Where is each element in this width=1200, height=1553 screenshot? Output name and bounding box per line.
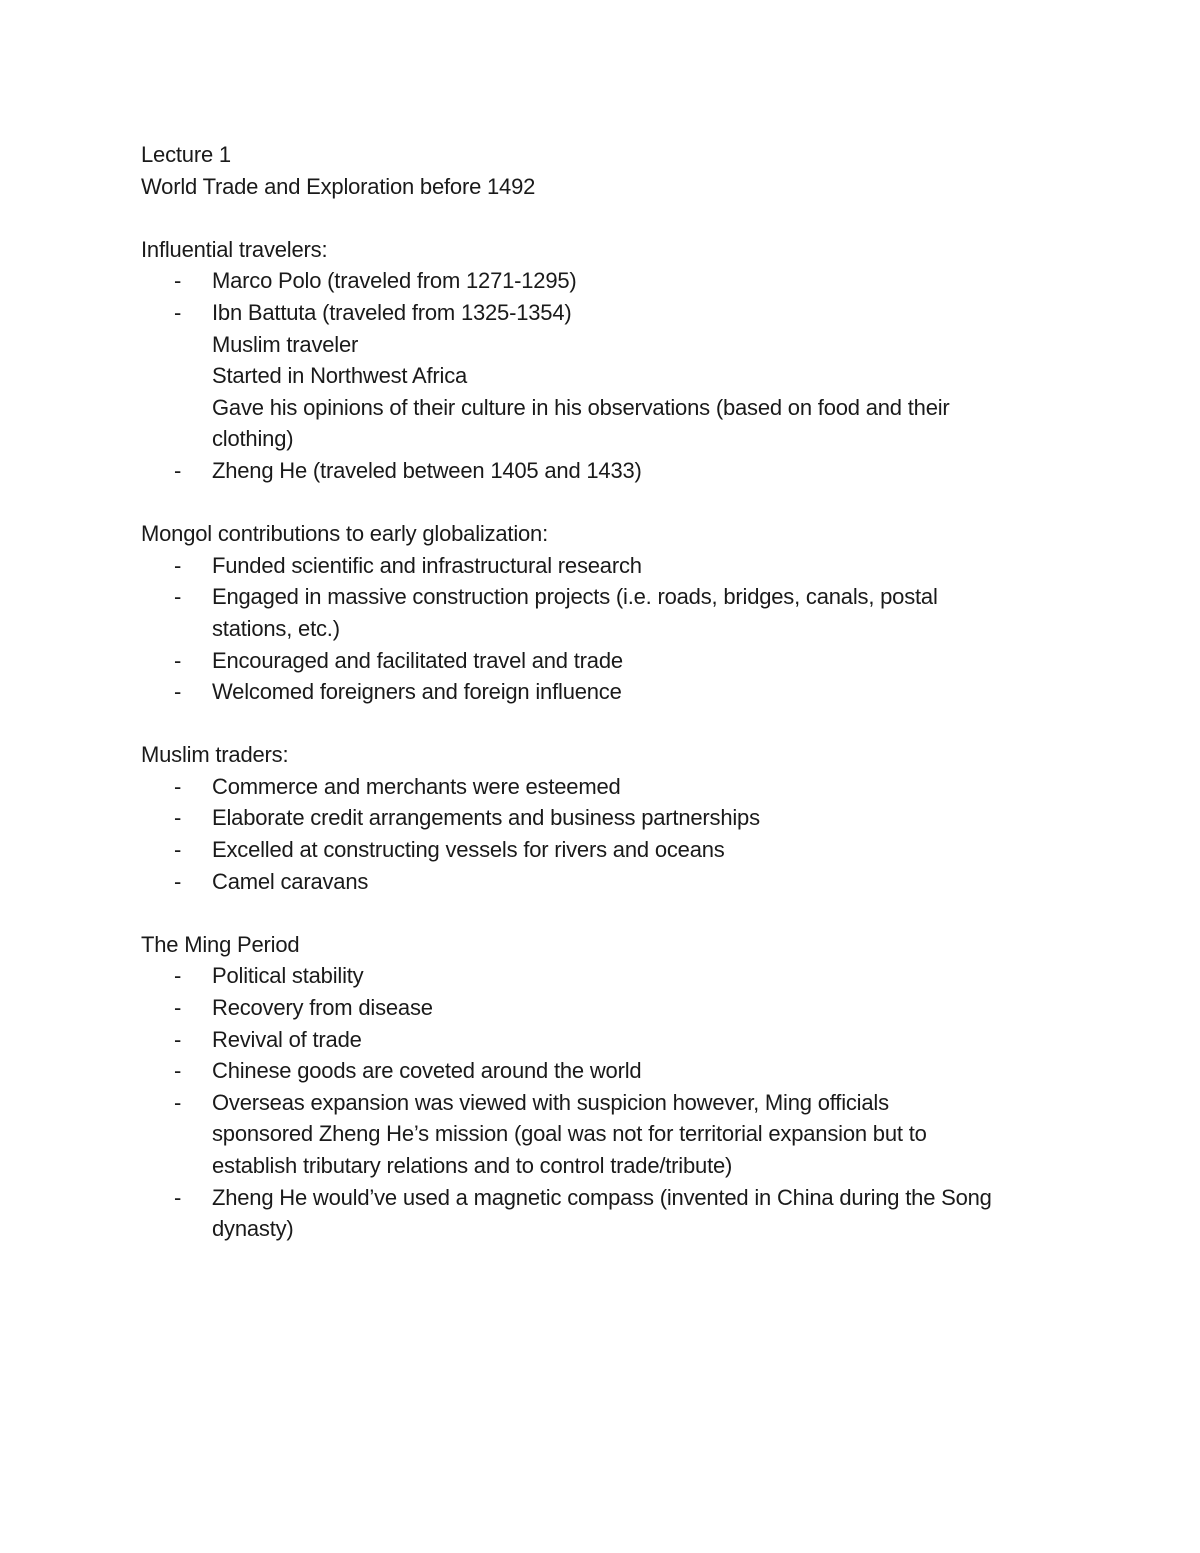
list-item bbox=[141, 1024, 1081, 1056]
list-item bbox=[141, 834, 1081, 866]
list-item-text: Excelled at constructing vessels for rivers and oceans bbox=[212, 837, 725, 863]
bullet-dash: - bbox=[174, 1184, 182, 1210]
section-influential-travelers bbox=[141, 234, 1081, 487]
list-item bbox=[141, 297, 1081, 329]
list-item-text: Zheng He (traveled between 1405 and 1433) bbox=[212, 457, 642, 483]
list-item bbox=[141, 802, 1081, 834]
bullet-dash: - bbox=[174, 679, 182, 705]
list-item-text: dynasty) bbox=[212, 1216, 294, 1242]
bullet-dash: - bbox=[174, 1026, 182, 1052]
document-body bbox=[141, 139, 1081, 1245]
bullet-dash: - bbox=[174, 963, 182, 989]
section-heading: The Ming Period bbox=[141, 931, 300, 957]
bullet-dash: - bbox=[174, 805, 182, 831]
document-title: World Trade and Exploration before 1492 bbox=[141, 173, 536, 199]
list-item bbox=[141, 866, 1081, 898]
section-heading: Mongol contributions to early globalization: bbox=[141, 521, 548, 547]
bullet-list bbox=[141, 265, 1081, 328]
list-item-continuation bbox=[141, 1118, 1081, 1150]
list-item-text: Elaborate credit arrangements and business partnerships bbox=[212, 805, 760, 831]
section-heading: Muslim traders: bbox=[141, 742, 289, 768]
list-item-text: stations, etc.) bbox=[212, 615, 340, 641]
bullet-dash: - bbox=[174, 299, 182, 325]
list-item-text: Marco Polo (traveled from 1271-1295) bbox=[212, 268, 577, 294]
lecture-number: Lecture 1 bbox=[141, 142, 231, 167]
section-muslim-traders bbox=[141, 739, 1081, 897]
list-item bbox=[141, 960, 1081, 992]
list-item-text: Recovery from disease bbox=[212, 995, 433, 1021]
list-item bbox=[141, 1087, 1081, 1119]
list-item-text: sponsored Zheng He’s mission (goal was not for territorial expansion but to bbox=[212, 1121, 927, 1147]
section-ming-period bbox=[141, 929, 1081, 1245]
sub-note: Started in Northwest Africa bbox=[212, 363, 468, 389]
bullet-dash: - bbox=[174, 1058, 182, 1084]
bullet-list bbox=[141, 550, 1081, 708]
list-item-continuation bbox=[141, 1150, 1081, 1182]
list-item bbox=[141, 581, 1081, 613]
list-item-text: Zheng He would’ve used a magnetic compass (invented in China during the Song bbox=[212, 1184, 992, 1210]
list-item-text: Chinese goods are coveted around the world bbox=[212, 1058, 642, 1084]
list-item bbox=[141, 645, 1081, 677]
bullet-dash: - bbox=[174, 268, 182, 294]
list-item-text: Camel caravans bbox=[212, 868, 369, 894]
list-item-continuation bbox=[141, 613, 1081, 645]
bullet-dash: - bbox=[174, 457, 182, 483]
bullet-dash: - bbox=[174, 868, 182, 894]
list-item-text: Ibn Battuta (traveled from 1325-1354) bbox=[212, 299, 572, 325]
list-item-continuation bbox=[141, 1213, 1081, 1245]
bullet-list bbox=[141, 455, 1081, 487]
list-item-text: Funded scientific and infrastructural research bbox=[212, 552, 642, 578]
list-item bbox=[141, 1182, 1081, 1214]
bullet-dash: - bbox=[174, 995, 182, 1021]
section-heading: Influential travelers: bbox=[141, 236, 328, 262]
list-item-text: Revival of trade bbox=[212, 1026, 362, 1052]
bullet-dash: - bbox=[174, 837, 182, 863]
sub-note: Muslim traveler bbox=[212, 331, 359, 357]
list-item-text: establish tributary relations and to control trade/tribute) bbox=[212, 1153, 733, 1178]
bullet-list bbox=[141, 771, 1081, 897]
list-item bbox=[141, 771, 1081, 803]
section-mongol-contributions bbox=[141, 518, 1081, 708]
bullet-dash: - bbox=[174, 552, 182, 578]
list-item-text: Encouraged and facilitated travel and trade bbox=[212, 647, 623, 673]
list-item-text: Welcomed foreigners and foreign influence bbox=[212, 679, 622, 705]
list-item-text: Commerce and merchants were esteemed bbox=[212, 773, 621, 799]
list-item-text: Engaged in massive construction projects (i.e. roads, bridges, canals, postal bbox=[212, 584, 938, 610]
sub-note: Gave his opinions of their culture in his observations (based on food and their bbox=[212, 394, 950, 420]
list-item bbox=[141, 992, 1081, 1024]
list-item bbox=[141, 455, 1081, 487]
list-item-text: Overseas expansion was viewed with suspicion however, Ming officials bbox=[212, 1089, 889, 1115]
bullet-list bbox=[141, 960, 1081, 1244]
list-item bbox=[141, 676, 1081, 708]
list-item bbox=[141, 1055, 1081, 1087]
list-item-text: Political stability bbox=[212, 963, 364, 989]
list-item bbox=[141, 265, 1081, 297]
bullet-dash: - bbox=[174, 584, 182, 610]
bullet-dash: - bbox=[174, 773, 182, 799]
sub-note-continuation: clothing) bbox=[212, 426, 294, 452]
list-item bbox=[141, 550, 1081, 582]
bullet-dash: - bbox=[174, 1089, 182, 1115]
bullet-dash: - bbox=[174, 647, 182, 673]
